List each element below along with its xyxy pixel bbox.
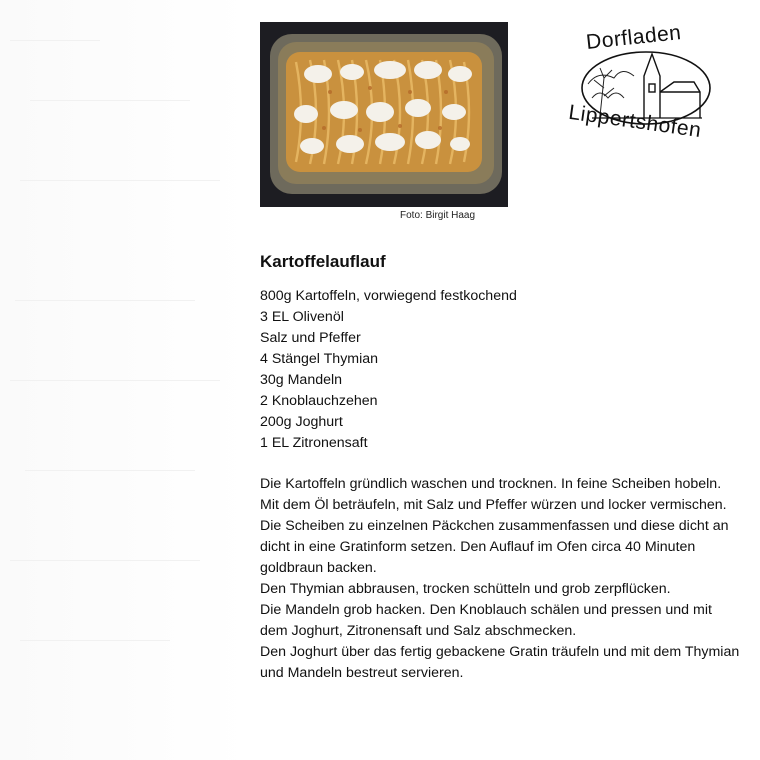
ingredient-item: 2 Knoblauchzehen: [260, 393, 378, 409]
logo-text-dorfladen: Dorfladen: [585, 21, 683, 54]
ingredient-item: 3 EL Olivenöl: [260, 309, 344, 325]
step-paragraph: Die Kartoffeln gründlich waschen und trocknen. In feine Scheiben hobeln. Mit dem Öl beträufeln, mit Salz und Pfeffer würzen und locker vermischen.: [260, 476, 727, 513]
recipe-title: Kartoffelauflauf: [260, 252, 386, 271]
step-paragraph: Den Joghurt über das fertig gebackene Gratin träufeln und mit dem Thymian und Mandeln bestreut servieren.: [260, 644, 740, 681]
ingredient-item: 200g Joghurt: [260, 414, 343, 430]
faded-background-text: [0, 0, 250, 760]
step-paragraph: Den Thymian abbrausen, trocken schütteln und grob zerpflücken.: [260, 581, 671, 597]
dorfladen-logo: [562, 18, 734, 148]
gratin-illustration: [260, 22, 508, 207]
dish-photo: [260, 22, 508, 207]
photo-caption: Foto: Birgit Haag: [400, 210, 476, 221]
ingredient-list: [260, 286, 740, 454]
logo-text-lippertshofen: Lippertshofen: [567, 100, 703, 143]
ingredient-item: 4 Stängel Thymian: [260, 351, 379, 367]
recipe: [260, 252, 740, 684]
step-paragraph: Die Scheiben zu einzelnen Päckchen zusammenfassen und diese dicht an dicht in eine Gratinform setzen. Den Auflauf im Ofen circa 40 Minuten goldbraun backen.: [260, 518, 729, 576]
ingredient-item: 800g Kartoffeln, vorwiegend festkochend: [260, 288, 517, 304]
step-paragraph: Die Mandeln grob hacken. Den Knoblauch schälen und pressen und mit dem Joghurt, Zitronensaft und Salz abschmecken.: [260, 602, 712, 639]
ingredient-item: 30g Mandeln: [260, 372, 343, 388]
preparation-steps: [260, 474, 740, 684]
ingredient-item: Salz und Pfeffer: [260, 330, 361, 346]
ingredient-item: 1 EL Zitronensaft: [260, 435, 368, 451]
